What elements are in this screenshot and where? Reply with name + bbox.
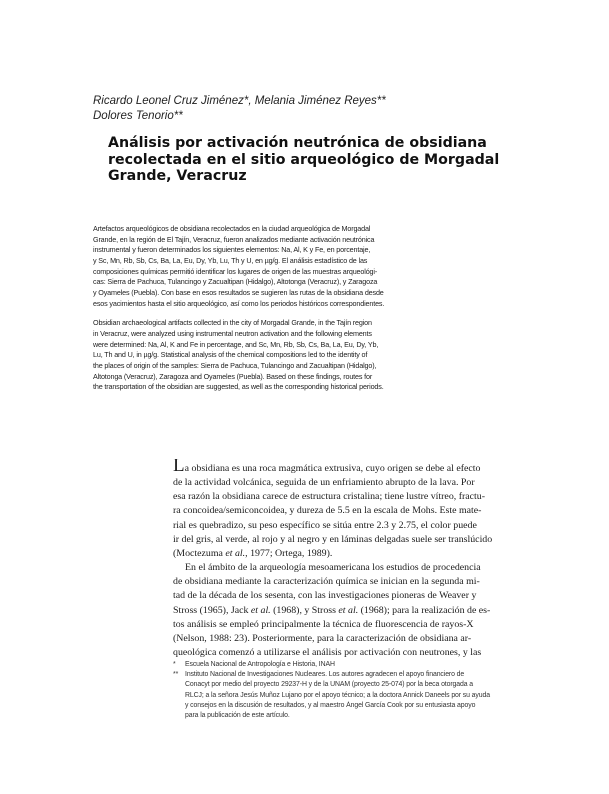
body-line: tos análisis se empleó principalmente la técnica de fluorescencia de rayos-X — [173, 618, 474, 630]
citation-etal: et al. — [250, 604, 271, 616]
body-line: En el ámbito de la arqueología mesoamericana los estudios de procedencia — [185, 562, 481, 574]
footnote — [173, 670, 530, 721]
abstract-line: y Sc, Mn, Rb, Sb, Cs, Ba, La, Eu, Dy, Yb, Lu, Th y U, en µg/g. El análisis estadístico de las — [93, 255, 368, 265]
footnote-line: Escuela Nacional de Antropología e Historia, INAH — [185, 661, 335, 668]
body-line: de la actividad volcánica, seguida de un enfriamiento abrupto de la lava. Por — [173, 477, 475, 489]
citation-text: (Moctezuma — [173, 547, 226, 559]
footnote-line: Conacyt por medio del proyecto 29237-H y de la UNAM (proyecto 25-074) por la beca otorgada a — [185, 681, 474, 689]
title-line: Grande, Veracruz — [108, 168, 247, 184]
abstract-line: Grande, en la región de El Tajín, Veracruz, fueron analizados mediante activación neutrónica — [93, 234, 375, 244]
citation-etal: et al. — [338, 604, 359, 616]
footnote-mark: * — [173, 661, 176, 668]
abstract-line: Obsidian archaeological artifacts collected in the city of Morgadal Grande, in the Tajín region — [93, 318, 372, 328]
abstract-line: Artefactos arqueológicos de obsidiana recolectados en la ciudad arqueológica de Morgadal — [93, 224, 371, 233]
citation-text: , 1977; Ortega, 1989). — [245, 547, 333, 559]
abstract-line: instrumental y fueron determinados los siguientes elementos: Na, Al, K y Fe, en porcentaje, — [93, 245, 371, 255]
footnote-line: RLCJ; a la señora Jesús Muñoz Lujano por el apoyo técnico; a la doctora Annick Daneels por su ayuda — [185, 691, 490, 699]
body-line — [173, 459, 530, 476]
body-line-text: a obsidiana es una roca magmática extrusiva, cuyo origen se debe al efecto — [184, 463, 481, 474]
author-list — [93, 94, 513, 124]
abstract-line: Lu, Th and U, in µg/g. Statistical analysis of the chemical compositions led to the identity of — [93, 350, 368, 360]
author-line: Ricardo Leonel Cruz Jiménez*, Melania Jiménez Reyes** — [93, 95, 386, 107]
abstract-line: Altotonga (Veracruz), Zaragoza and Oyameles (Puebla). Based on these findings, routes for — [93, 371, 373, 381]
drop-cap: L — [173, 459, 185, 476]
body-line: tad de la década de los sesenta, con las investigaciones pioneras de Weaver y — [173, 590, 477, 602]
footnote-line: Instituto Nacional de Investigaciones Nucleares. Los autores agradecen el apoyo financiero de — [185, 671, 465, 679]
citation-text: (1968), y Stross — [270, 604, 339, 616]
author-line: Dolores Tenorio** — [93, 110, 183, 122]
footnote — [173, 660, 530, 670]
body-line — [173, 547, 530, 561]
body-text — [173, 459, 530, 660]
citation-text: (1968); para la realización de es- — [358, 604, 491, 616]
footnote-mark: ** — [173, 671, 179, 679]
body-paragraph — [173, 561, 530, 660]
abstract-line: y Oyameles (Puebla). Con base en esos resultados se sugieren las rutas de la obsidiana desde — [93, 287, 384, 297]
abstract — [93, 224, 516, 393]
citation-etal: et al. — [225, 547, 246, 559]
abstract-line: in Veracruz, were analyzed using instrumental neutron activation and the following elements — [93, 328, 372, 338]
body-line: ra concoidea/semiconcoidea, y dureza de 5.5 en la escala de Mohs. Este mate- — [173, 505, 482, 517]
body-line: queológica comenzó a utilizarse el análisis por activación con neutrones, y las — [173, 647, 482, 659]
abstract-line: esos yacimientos hasta el sitio arqueológico, así como los periodos históricos correspondientes. — [93, 298, 385, 308]
abstract-line: the transportation of the obsidian are suggested, as well as the corresponding historical periods. — [93, 382, 384, 392]
body-line: ir del gris, al verde, al rojo y al negro y en láminas delgadas suele ser translúcido — [173, 533, 493, 545]
abstract-english — [93, 318, 516, 393]
abstract-line: were determined: Na, Al, K and Fe in percentage, and Sc, Mn, Rb, Sb, Cs, Ba, La, Eu, Dy, Yb, — [93, 339, 379, 349]
abstract-line: composiciones químicas permitió identificar los lugares de origen de las muestras arqueológi- — [93, 266, 378, 276]
citation-text: Stross (1965), Jack — [173, 604, 251, 616]
title-line: Análisis por activación neutrónica de obsidiana — [108, 135, 487, 151]
footnote-line: y consejos en la discusión de resultados, y al maestro Ángel García Cook por su entusiasta apoyo — [185, 701, 476, 709]
body-line: esa razón la obsidiana carece de estructura cristalina; tiene lustre vítreo, fractu- — [173, 491, 486, 503]
abstract-spanish — [93, 224, 516, 309]
body-line — [173, 604, 530, 618]
abstract-line: cas: Sierra de Pachuca, Tulancingo y Zacualtipan (Hidalgo), Altotonga (Veracruz), y Zaragoza — [93, 277, 378, 287]
footnotes — [173, 660, 530, 721]
body-line: rial es quebradizo, su peso específico se sitúa entre 2.3 y 2.75, el color puede — [173, 519, 477, 531]
article-title — [108, 135, 528, 185]
footnote-line: para la publicación de este artículo. — [185, 712, 290, 720]
body-line: de obsidiana mediante la caracterización química se inician en la segunda mi- — [173, 576, 480, 588]
abstract-line: the places of origin of the samples: Sierra de Pachuca, Tulancingo and Zacualtipan (Hidalgo), — [93, 360, 377, 370]
body-paragraph — [173, 459, 530, 561]
body-line: (Nelson, 1988: 23). Posteriormente, para la caracterización de obsidiana ar- — [173, 632, 472, 644]
title-line: recolectada en el sitio arqueológico de Morgadal — [108, 151, 500, 168]
